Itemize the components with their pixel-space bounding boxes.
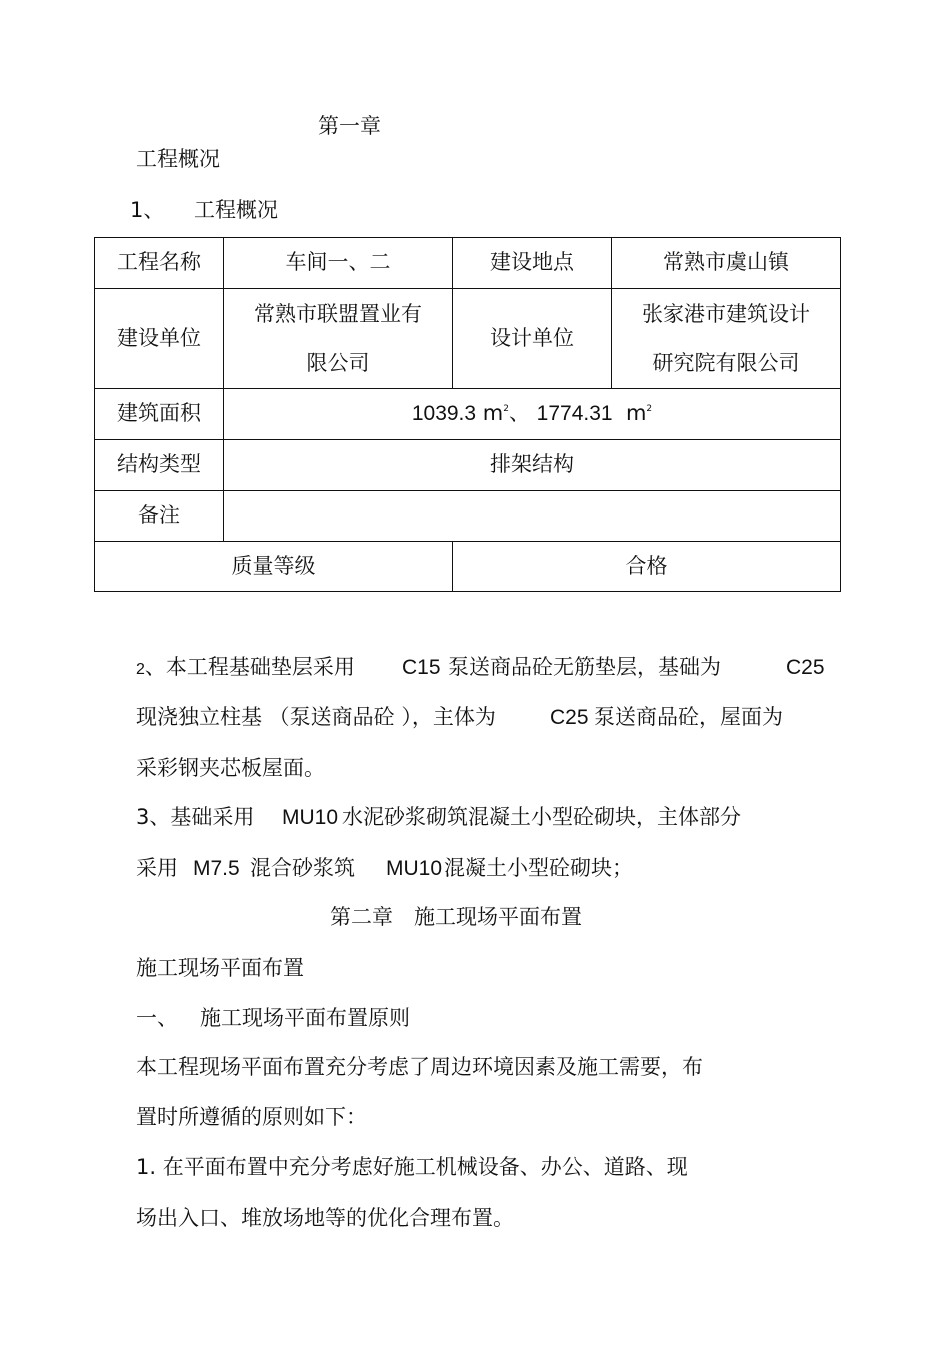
area-unit-2: m: [625, 401, 647, 426]
location-value: 常熟市虞山镇: [612, 238, 841, 289]
paragraph3-text-c: 水泥砂浆砌筑混凝土小型砼砌块，主体部分: [342, 805, 741, 829]
paragraph2-line3: 采彩钢夹芯板屋面。: [136, 756, 325, 780]
project-name-value: 车间一、二: [224, 238, 453, 289]
section1-number: 1、: [130, 198, 165, 222]
paragraph3-grade-m75: M7.5: [193, 857, 240, 880]
location-label: 建设地点: [453, 238, 612, 289]
paragraph2-line1: [136, 657, 355, 678]
builder-value: [224, 289, 453, 389]
chapter2-section1-title: 施工现场平面布置原则: [200, 1006, 410, 1030]
area-value: [224, 389, 841, 440]
area-label: 建筑面积: [95, 389, 224, 440]
chapter2-heading: 第二章 施工现场平面布置: [330, 905, 582, 929]
paragraph3-text-f: 混合砂浆筑: [250, 856, 355, 880]
paragraph2-text-e: 泵送商品砼，屋面为: [594, 705, 783, 729]
builder-value-line2: 限公司: [306, 350, 370, 375]
builder-value-line1: 常熟市联盟置业有: [254, 301, 422, 326]
chapter2-item1-line1: 1. 在平面布置中充分考虑好施工机械设备、办公、道路、现: [136, 1155, 688, 1179]
table-row: [95, 389, 841, 440]
project-name-label: 工程名称: [95, 238, 224, 289]
paragraph2-grade-c15: C15: [402, 656, 441, 679]
project-info-table: [94, 237, 841, 592]
remarks-value: [224, 491, 841, 542]
area-exp-1: 2: [503, 404, 509, 415]
paragraph2-text-c: 泵送商品砼无筋垫层，基础为: [448, 655, 721, 679]
area-unit-1: m: [482, 401, 504, 426]
table-row: [95, 440, 841, 491]
table-row: [95, 238, 841, 289]
designer-value-line1: 张家港市建筑设计: [642, 301, 810, 326]
section1-title: 工程概况: [194, 198, 278, 222]
designer-label: 设计单位: [453, 289, 612, 389]
chapter1-subheading: 工程概况: [136, 147, 220, 171]
paragraph2-number: 2: [136, 661, 145, 678]
chapter1-heading: 第一章: [318, 114, 381, 138]
chapter2-section1-number: 一、: [136, 1006, 178, 1030]
table-row: [95, 542, 841, 592]
paragraph3-grade-mu10-2: MU10: [386, 857, 443, 880]
chapter2-intro-line2: 置时所遵循的原则如下：: [136, 1105, 367, 1129]
area-exp-2: 2: [646, 404, 653, 415]
designer-value-line2: 研究院有限公司: [652, 350, 800, 375]
quality-value: 合格: [453, 542, 841, 592]
chapter2-intro-line1: 本工程现场平面布置充分考虑了周边环境因素及施工需要，布: [136, 1055, 703, 1079]
paragraph2-grade-c25-main: C25: [550, 706, 589, 729]
quality-label: 质量等级: [95, 542, 453, 592]
paragraph2-line2: 现浇独立柱基 （泵送商品砼 ），主体为: [136, 705, 496, 729]
chapter2-subheading: 施工现场平面布置: [136, 956, 304, 980]
structure-label: 结构类型: [95, 440, 224, 491]
area-value-2: 1774.31: [536, 402, 613, 426]
remarks-label: 备注: [95, 491, 224, 542]
paragraph2-grade-c25: C25: [786, 656, 825, 679]
paragraph3-text-d: 采用: [136, 856, 178, 880]
paragraph3-grade-mu10: MU10: [282, 806, 339, 829]
builder-label: 建设单位: [95, 289, 224, 389]
area-separator: 、: [508, 401, 530, 426]
chapter2-item1-line2: 场出入口、堆放场地等的优化合理布置。: [136, 1206, 514, 1230]
paragraph2-text-a: 、本工程基础垫层采用: [144, 655, 355, 679]
designer-value: [612, 289, 841, 389]
table-row: [95, 491, 841, 542]
area-value-1: 1039.3: [411, 402, 477, 426]
paragraph3-text-a: 3、基础采用: [136, 805, 255, 829]
structure-value: 排架结构: [224, 440, 841, 491]
paragraph3-text-h: 混凝土小型砼砌块；: [444, 856, 633, 880]
table-row: [95, 289, 841, 389]
